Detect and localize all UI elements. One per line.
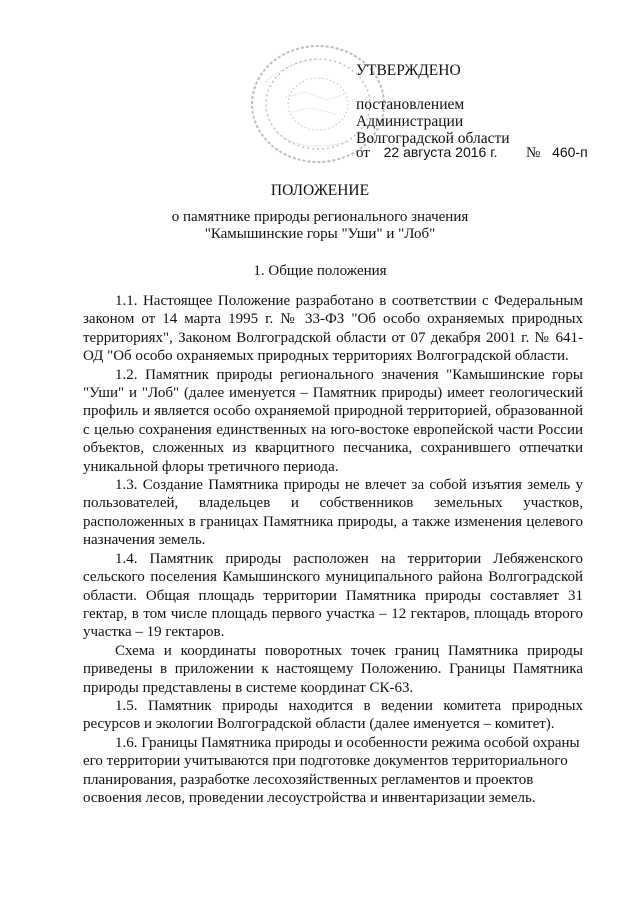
paragraph: 1.4. Памятник природы расположен на территории Лебяженского сельского поселения Камышинского муниципального района Волгоградской области. Общая площадь территории Памятника природы составляет 31 гектар, в том числе площадь первого участка – 12 гектаров, площадь второго участка – 19 гектаров. (83, 550, 583, 641)
paragraph: 1.2. Памятник природы регионального значения "Камышинские горы "Уши" и "Лоб" (далее именуется – Памятник природы) имеет геологический профиль и является особо охраняемой природной территорией, образованной с целью сохранения единственных на юго-востоке европейской части России объектов, сложенных из кварцитного песчаника, сохранившего отпечатки уникальной флоры третичного периода. (83, 366, 583, 475)
section-heading: 1. Общие положения (253, 263, 387, 279)
paragraph: 1.3. Создание Памятника природы не влечет за собой изъятия земель у пользователей, владельцев и собственников земельных участков, расположенных в границах Памятника природы, а также изменения целевого назначения земель. (83, 477, 583, 549)
paragraph: 1.1. Настоящее Положение разработано в соответствии с Федеральным законом от 14 марта 1995 г. № 33-ФЗ "Об особо охраняемых природных территориях", Законом Волгоградской области от 07 декабря 2001 г. № 641-ОД "Об особо охраняемых природных территориях Волгоградской области. (83, 293, 583, 365)
paragraph: 1.6. Границы Памятника природы и особенности режима особой охраны его территории учитываются при подготовке документов территориального планирования, разработке лесохозяйственных регламентов и проектов освоения лесов, проведении лесоустройства и инвентаризации земель. (83, 734, 580, 806)
approval-date-row (356, 144, 588, 162)
paragraph: Схема и координаты поворотных точек границ Памятника природы приведены в приложении к настоящему Положению. Границы Памятника природы представлены в системе координат СК-63. (83, 642, 583, 696)
approval-number: 460-п (552, 144, 588, 160)
approval-line: Администрации (356, 113, 464, 130)
document-body (83, 292, 583, 807)
document-title: ПОЛОЖЕНИЕ (270, 182, 370, 199)
subtitle-line: о памятнике природы регионального значения (171, 209, 469, 225)
approval-heading: УТВЕРЖДЕНО (356, 62, 461, 79)
date-prefix: от (356, 145, 370, 161)
document-subtitle (0, 209, 640, 243)
subtitle-line: "Камышинские горы "Уши" и "Лоб" (204, 226, 436, 242)
approval-date: 22 августа 2016 г. (383, 144, 498, 160)
approval-block (356, 62, 510, 147)
paragraph: 1.5. Памятник природы находится в ведении комитета природных ресурсов и экологии Волгоградской области (далее именуется – комитет). (83, 697, 583, 733)
number-sign: № (526, 145, 541, 161)
approval-line: постановлением (356, 96, 465, 113)
approval-line: Волгоградской области (356, 130, 510, 147)
